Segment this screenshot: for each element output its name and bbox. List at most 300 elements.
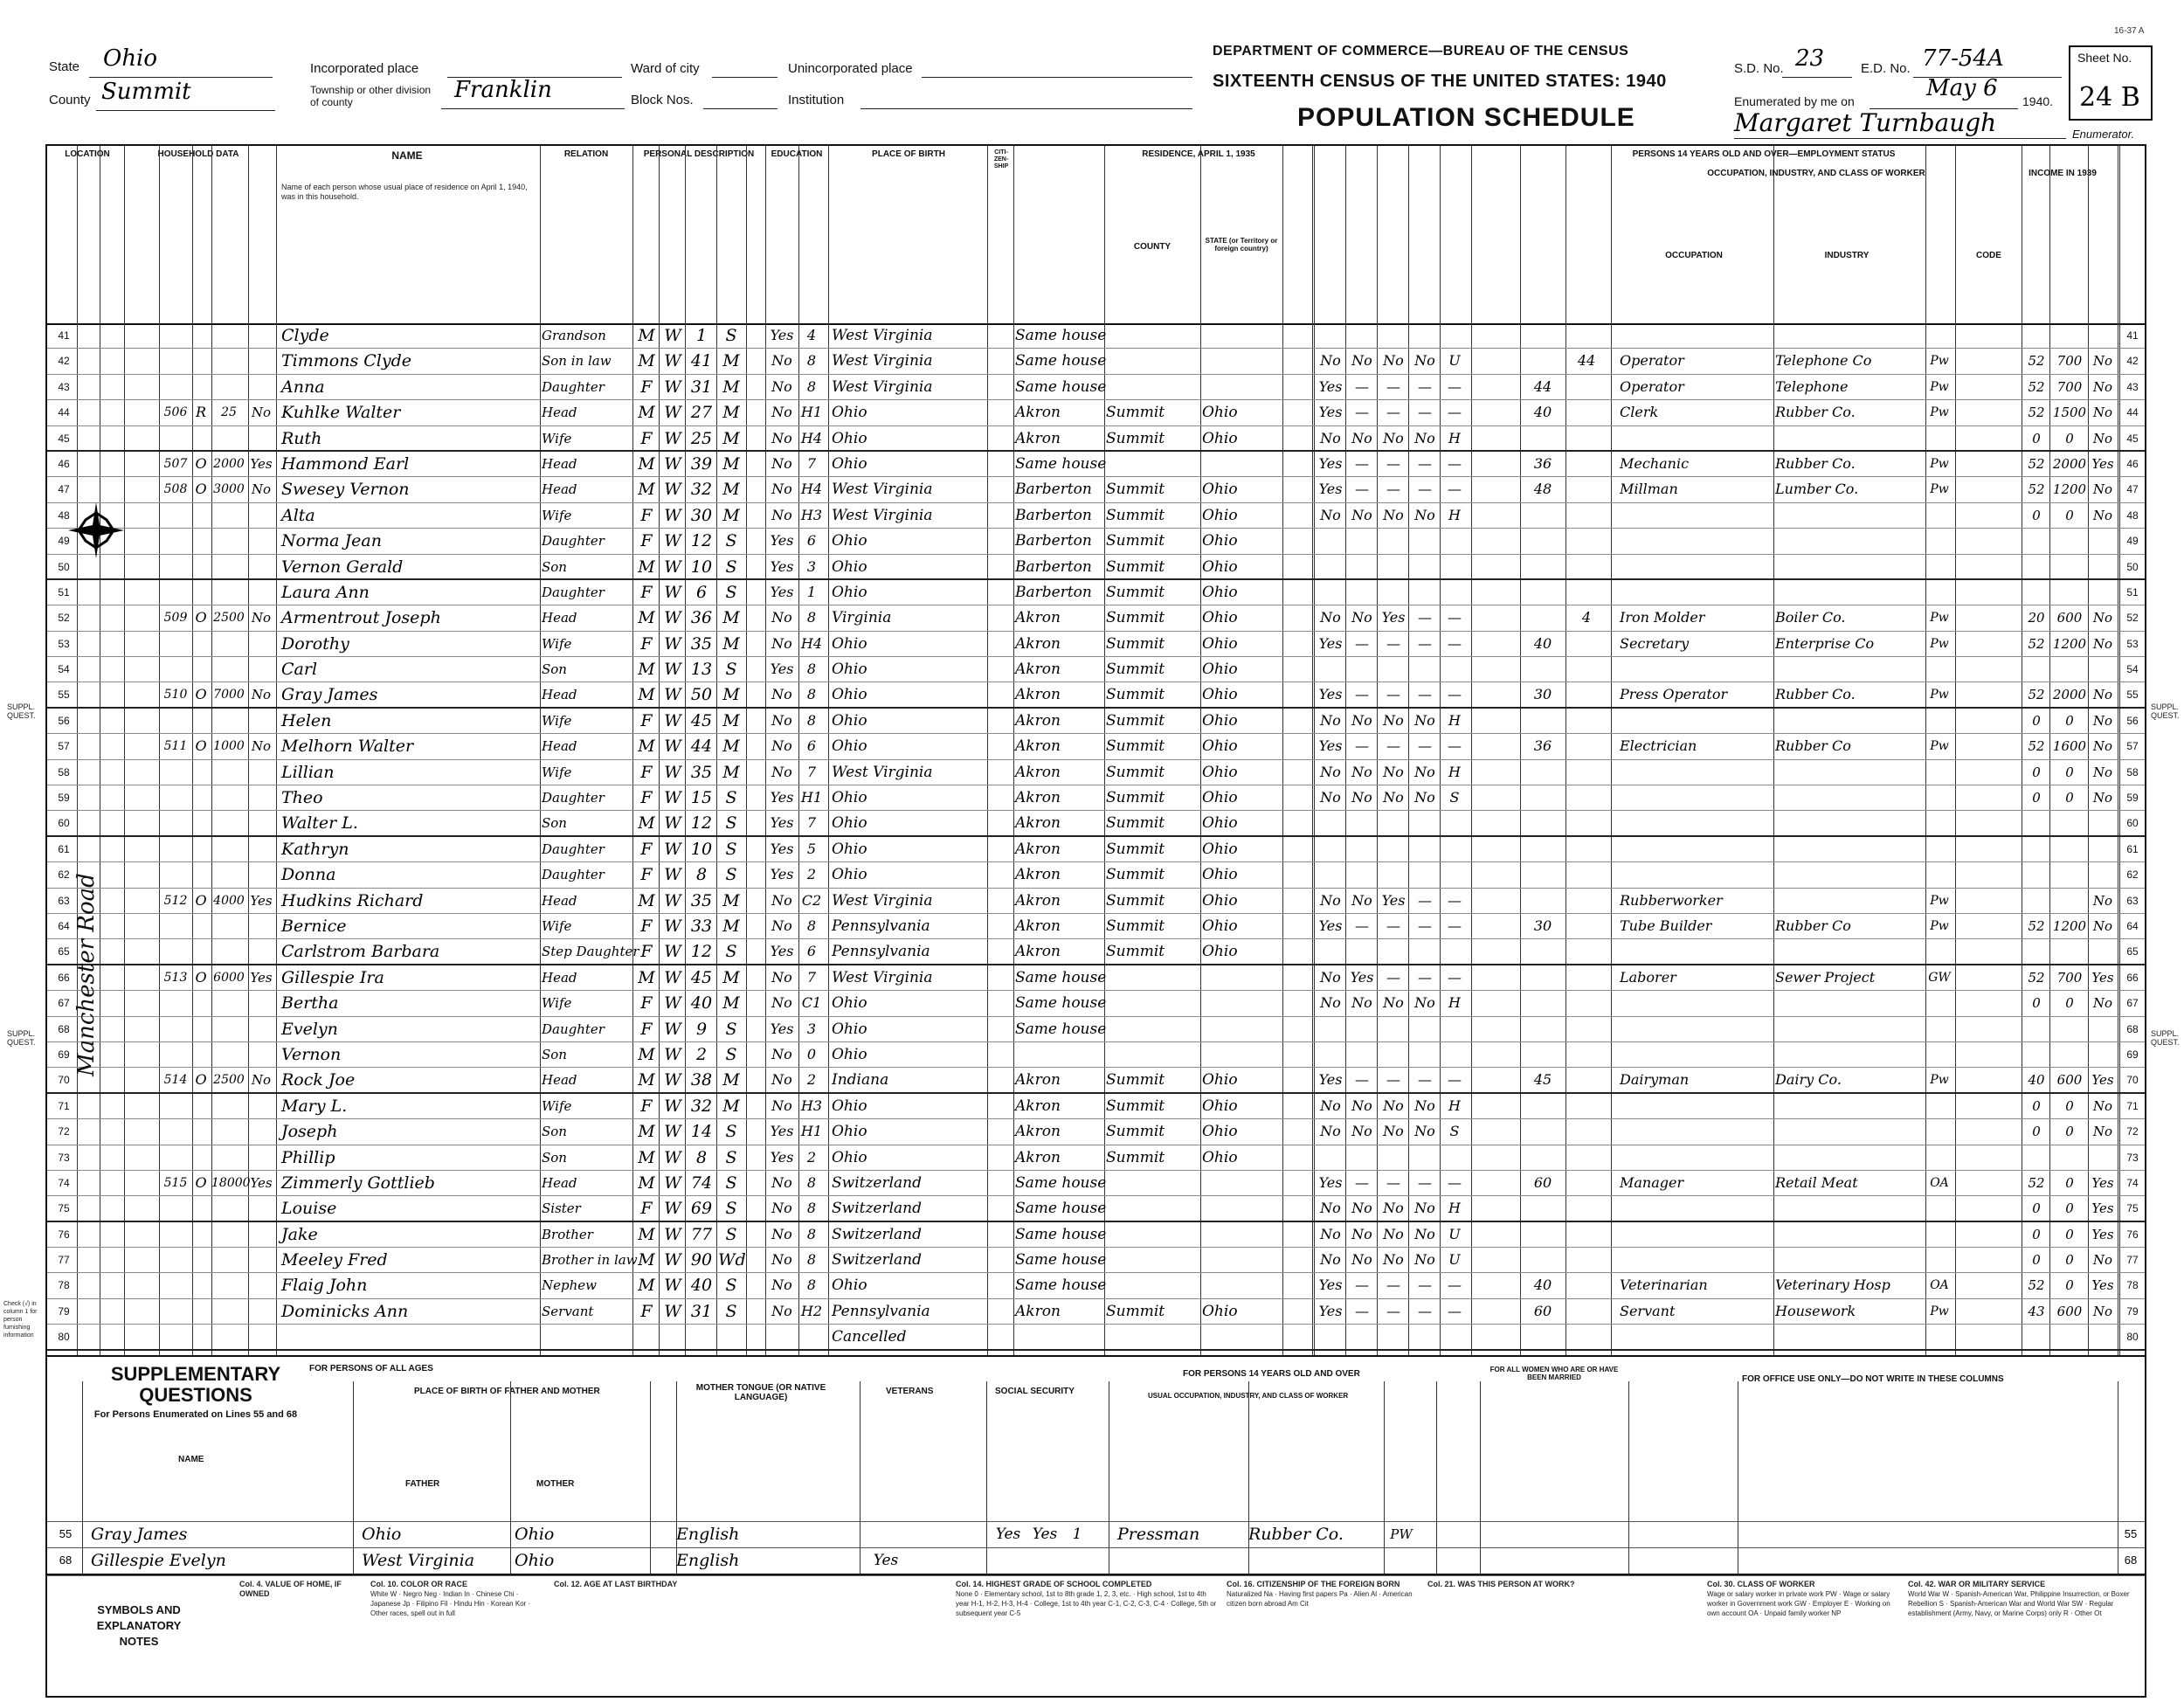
table-row (47, 580, 2145, 605)
supp-cell-line: 68 (59, 1553, 73, 1567)
cell-weeks (1567, 1017, 1606, 1041)
cell-res-city: Akron (1015, 711, 1061, 730)
cell-wages: 0 (2065, 764, 2074, 780)
cell-line: 68 (58, 1022, 70, 1035)
cell-tenure (192, 914, 210, 938)
cell-industry (1775, 503, 1924, 528)
cell-school: Yes (770, 943, 794, 960)
cell-res-state: Ohio (1202, 866, 1238, 884)
cell-marital: M (722, 967, 740, 987)
cell-e21: Yes (1318, 686, 1343, 703)
cell-line: 72 (58, 1125, 70, 1138)
cell-line: 59 (2126, 792, 2139, 805)
cell-e24: — (1418, 454, 1432, 472)
cell-wks-worked (2023, 837, 2049, 861)
cell-other: No (2092, 764, 2113, 780)
cell-hours (1524, 709, 1562, 733)
cell-e24 (1410, 1017, 1440, 1041)
cell-school: No (771, 429, 792, 446)
cell-birthplace: Pennsylvania (832, 943, 930, 961)
cell-hours (1524, 837, 1562, 861)
cell-hours (1524, 862, 1562, 887)
cell-e21 (1316, 1145, 1345, 1170)
check-note: Check (√) in column 1 for person furnishing information (3, 1301, 38, 1339)
cell-res-county: Summit (1106, 814, 1165, 833)
cell-industry: Telephone (1775, 377, 1849, 395)
cell-farm: Yes (250, 1174, 273, 1191)
cell-race: W (664, 557, 681, 577)
cell-e21: No (1320, 1200, 1341, 1217)
cell-weeks (1567, 657, 1606, 681)
cell-relation: Sister (542, 1200, 581, 1217)
cell-res-state: Ohio (1202, 686, 1238, 704)
cell-res-city (1015, 1325, 1102, 1349)
cell-birthplace: Pennsylvania (832, 1302, 930, 1320)
cell-farm (248, 1094, 274, 1118)
cell-birthplace: West Virginia (832, 481, 933, 499)
cell-occupation (1620, 426, 1773, 451)
cell-wks-worked: 52 (2028, 917, 2045, 934)
cell-name: Ruth (281, 428, 322, 448)
cell-e24: No (1414, 1097, 1435, 1114)
cell-tenure: O (195, 454, 207, 472)
incorporated-label: Incorporated place (310, 61, 419, 76)
supp-cell-ss1 (991, 1548, 1026, 1573)
cell-tenure (192, 529, 210, 553)
cell-e24: — (1418, 737, 1432, 755)
supp-col-usual-sub: USUAL OCCUPATION, INDUSTRY, AND CLASS OF WORKER (1148, 1392, 1349, 1400)
cell-e22: — (1355, 634, 1369, 652)
cell-age: 39 (690, 453, 713, 474)
cell-age: 50 (690, 685, 713, 705)
cell-wages: 1200 (2052, 917, 2087, 934)
cell-e21 (1316, 529, 1345, 553)
cell-res-county: Summit (1106, 1097, 1165, 1115)
cell-sex: M (638, 737, 655, 757)
cell-num (161, 785, 190, 810)
table-row (47, 375, 2145, 400)
cell-hours: 30 (1533, 917, 1552, 934)
cell-tenure (192, 760, 210, 785)
cell-wks-worked: 0 (2032, 995, 2041, 1012)
cell-industry (1775, 323, 1924, 348)
cell-birthplace: Ohio (832, 866, 867, 884)
cell-class: Pw (1930, 482, 1949, 497)
cell-weeks (1567, 529, 1606, 553)
county-value: Summit (101, 79, 191, 105)
cell-e23: No (1383, 994, 1404, 1012)
cell-school: Yes (770, 866, 794, 883)
table-row (47, 349, 2145, 374)
cell-occupation (1620, 1017, 1773, 1041)
table-row (47, 709, 2145, 734)
cell-hours (1524, 605, 1562, 630)
cell-wages: 1600 (2052, 738, 2087, 755)
cell-race: W (664, 505, 681, 525)
cell-num (161, 580, 190, 605)
cell-e24 (1410, 529, 1440, 553)
cell-school: No (771, 1071, 792, 1089)
cell-res-state (1202, 1042, 1281, 1067)
cell-class (1925, 1248, 1953, 1272)
cell-wages (2051, 1042, 2088, 1067)
table-row (47, 811, 2145, 836)
cell-hours (1524, 1196, 1562, 1221)
sd-value: 23 (1795, 45, 1825, 72)
cell-age: 8 (695, 1147, 708, 1167)
table-row (47, 889, 2145, 914)
note-col30 (1707, 1580, 1899, 1618)
supp-cell-vet (860, 1522, 912, 1546)
cell-wages: 0 (2065, 995, 2074, 1012)
cell-value (211, 1094, 246, 1118)
cell-res-state: Ohio (1202, 557, 1238, 576)
cell-relation: Step Daughter (542, 944, 639, 960)
cell-occupation: Operator (1620, 352, 1684, 370)
supp-cell-ss3: 1 (1072, 1526, 1082, 1543)
cell-tenure (192, 375, 210, 399)
cell-e24: — (1418, 1173, 1432, 1191)
cell-res-state: Ohio (1202, 532, 1238, 550)
cell-marital: S (725, 1301, 737, 1321)
cell-num (161, 375, 190, 399)
enumerated-label: Enumerated by me on (1734, 94, 1855, 108)
cell-hours (1524, 657, 1562, 681)
cell-e21: No (1320, 1097, 1341, 1114)
cell-sex: M (638, 557, 655, 577)
cell-e23 (1379, 657, 1408, 681)
table-row (47, 862, 2145, 888)
cell-e21 (1316, 1017, 1345, 1041)
cell-hours: 44 (1533, 377, 1552, 395)
note-class-codes: Wage or salary worker in private work PW · Wage or salary worker in Government work GW · Employer E · Working on own account OA · Unpaid family worker NP (1707, 1590, 1890, 1617)
cell-e25: H (1448, 506, 1461, 523)
cell-name: Rock Joe (281, 1070, 356, 1090)
cell-weeks (1567, 400, 1606, 425)
cell-relation: Son (542, 558, 567, 575)
census-title: SIXTEENTH CENSUS OF THE UNITED STATES: 1940 (1213, 72, 1667, 91)
header-code-sub: CODE (1976, 251, 2001, 260)
cell-wages: 600 (2056, 1072, 2083, 1089)
cell-hours: 45 (1533, 1071, 1552, 1089)
cell-wks-worked (2023, 529, 2049, 553)
cell-e22 (1347, 1325, 1377, 1349)
cell-class: Pw (1930, 456, 1949, 471)
cell-line: 51 (2126, 585, 2139, 598)
cell-wages (2051, 889, 2088, 913)
cell-res-state: Ohio (1202, 429, 1238, 447)
cell-num (161, 426, 190, 451)
cell-e24: — (1418, 686, 1432, 703)
cell-e24 (1410, 811, 1440, 835)
cell-other (2090, 939, 2116, 964)
cell-res-county: Summit (1106, 1123, 1165, 1141)
cell-res-state: Ohio (1202, 789, 1238, 807)
table-row (47, 1273, 2145, 1298)
cell-race: W (664, 685, 681, 705)
cell-hours (1524, 1248, 1562, 1272)
cell-relation: Daughter (542, 1021, 605, 1037)
cell-name: Norma Jean (281, 531, 382, 551)
cell-marital: M (722, 428, 740, 448)
cell-relation: Wife (542, 507, 572, 523)
cell-name: Armentrout Joseph (281, 608, 441, 628)
cell-e21: No (1320, 763, 1341, 780)
table-row (47, 657, 2145, 682)
cell-industry (1775, 555, 1924, 579)
cell-industry (1775, 1222, 1924, 1247)
cell-e25 (1441, 1017, 1468, 1041)
cell-industry (1775, 862, 1924, 887)
cell-birthplace: Ohio (832, 814, 867, 833)
cell-relation: Wife (542, 712, 572, 729)
cell-e24: — (1418, 404, 1432, 421)
cell-res-state: Ohio (1202, 840, 1238, 858)
cell-wks-worked: 52 (2028, 455, 2045, 472)
cell-school: Yes (770, 1123, 794, 1140)
cell-res-county (1106, 349, 1200, 373)
cell-grade: 7 (806, 968, 817, 986)
cell-hours: 60 (1533, 1302, 1552, 1319)
table-row (47, 1017, 2145, 1042)
cell-other: No (2092, 738, 2113, 755)
cell-marital: M (722, 505, 740, 525)
cell-e24 (1410, 837, 1440, 861)
supp-cell-usual-ind: Rubber Co. (1248, 1525, 1344, 1544)
cell-race: W (664, 865, 681, 885)
cell-marital: M (722, 1096, 740, 1116)
supp-cell-line: 55 (59, 1527, 73, 1540)
cell-farm: No (251, 610, 272, 626)
cell-sex: M (638, 1276, 655, 1296)
table-row (47, 991, 2145, 1016)
cell-age: 40 (690, 1276, 713, 1296)
cell-marital: M (722, 762, 740, 782)
cell-e21: No (1320, 711, 1341, 729)
cell-e25: — (1448, 454, 1462, 472)
cell-e24: No (1414, 763, 1435, 780)
note-war-codes: World War W · Spanish-American War, Philippine Insurrection, or Boxer Rebellion S · Spanish-American War and World War SW · Regular establishment (Army, Navy, or Marine Corps) only R · Other Ot (1908, 1590, 2130, 1617)
cell-sex: F (640, 916, 653, 936)
cell-wages: 0 (2065, 1124, 2074, 1140)
schedule-title: POPULATION SCHEDULE (1297, 103, 1635, 132)
cell-num (161, 657, 190, 681)
cell-school: No (771, 481, 792, 498)
cell-e25: — (1448, 686, 1462, 703)
cell-value: 2000 (213, 456, 245, 471)
cell-school: No (771, 994, 792, 1012)
cell-race: W (664, 1250, 681, 1270)
cell-res-city: Same house (1015, 352, 1107, 370)
cell-wks-worked (2023, 939, 2049, 964)
cell-hours (1524, 580, 1562, 605)
cell-wks-worked (2023, 657, 2049, 681)
cell-industry: Telephone Co (1775, 352, 1872, 370)
cell-relation: Daughter (542, 378, 605, 395)
cell-school: No (771, 1200, 792, 1217)
cell-industry: Enterprise Co (1775, 634, 1875, 652)
cell-school: No (771, 634, 792, 652)
cell-occupation: Operator (1620, 377, 1684, 395)
cell-occupation: Iron Molder (1620, 609, 1705, 626)
cell-res-county: Summit (1106, 1148, 1165, 1166)
cell-grade: C1 (801, 994, 822, 1012)
cell-res-city: Akron (1015, 737, 1061, 756)
cell-e23 (1379, 1145, 1408, 1170)
cell-wks-worked (2023, 580, 2049, 605)
cell-weeks (1567, 1325, 1606, 1349)
cell-e22: No (1351, 506, 1372, 523)
cell-relation: Head (542, 610, 577, 626)
supp-cell-usual-class: PW (1390, 1526, 1413, 1542)
cell-other (2090, 555, 2116, 579)
cell-occupation (1620, 1145, 1773, 1170)
cell-marital: M (722, 608, 740, 628)
cell-e25 (1441, 811, 1468, 835)
supp-cell-ss1: Yes (995, 1526, 1021, 1543)
cell-e24: — (1418, 1302, 1432, 1319)
institution-label: Institution (788, 93, 845, 107)
cell-industry: Rubber Co (1775, 737, 1851, 755)
header-personal: PERSONAL DESCRIPTION (643, 149, 755, 159)
header-residence: RESIDENCE, APRIL 1, 1935 (1142, 149, 1255, 159)
cell-line: 72 (2126, 1125, 2139, 1138)
cell-res-county (1106, 1196, 1200, 1221)
cell-occupation (1620, 555, 1773, 579)
sd-label: S.D. No. (1734, 61, 1784, 76)
cell-line: 53 (58, 637, 70, 650)
cell-wks-worked (2023, 1042, 2049, 1067)
cell-birthplace: West Virginia (832, 377, 933, 396)
cell-e23: — (1386, 686, 1400, 703)
cell-wks-worked: 0 (2032, 712, 2041, 729)
cell-relation: Nephew (542, 1277, 597, 1294)
supp-col-father: FATHER (405, 1479, 440, 1489)
cell-line: 70 (58, 1074, 70, 1087)
column-headers (47, 146, 2145, 325)
supp-cell-mother: Ohio (515, 1551, 555, 1570)
cell-line: 52 (58, 612, 70, 625)
note-col16-title: Col. 16. CITIZENSHIP OF THE FOREIGN BORN (1227, 1580, 1400, 1588)
cell-line: 65 (2126, 945, 2139, 958)
cell-age: 10 (690, 557, 713, 577)
cell-age: 38 (690, 1070, 713, 1090)
cell-farm (248, 914, 274, 938)
cell-birthplace: Virginia (832, 609, 892, 627)
cell-name: Dorothy (281, 633, 349, 654)
cell-sex: F (640, 633, 653, 654)
cell-e22 (1347, 657, 1377, 681)
county-label: County (49, 93, 91, 107)
cell-res-state (1202, 1248, 1281, 1272)
cell-school: No (771, 737, 792, 755)
cell-line: 56 (2126, 714, 2139, 727)
cell-race: W (664, 839, 681, 859)
cell-school: No (771, 1302, 792, 1319)
cell-weeks (1567, 1299, 1606, 1324)
cell-res-city: Akron (1015, 1148, 1061, 1166)
cell-occupation (1620, 657, 1773, 681)
cell-res-state: Ohio (1202, 737, 1238, 756)
cell-res-city: Akron (1015, 1123, 1061, 1141)
cell-value (211, 991, 246, 1015)
cell-grade: 5 (806, 840, 817, 857)
cell-res-county: Summit (1106, 557, 1165, 576)
cell-tenure: O (195, 1071, 207, 1089)
cell-line: 54 (2126, 663, 2139, 676)
cell-e22: — (1355, 454, 1369, 472)
cell-name: Jake (281, 1224, 318, 1244)
cell-value (211, 837, 246, 861)
cell-e23 (1379, 1042, 1408, 1067)
cell-race: W (664, 737, 681, 757)
cell-relation: Son (542, 1149, 567, 1166)
cell-e24: No (1414, 1225, 1435, 1242)
cell-res-state: Ohio (1202, 506, 1238, 524)
cell-race: W (664, 1147, 681, 1167)
cell-birthplace: Ohio (832, 686, 867, 704)
cell-name: Vernon Gerald (281, 557, 404, 577)
cell-wages (2051, 837, 2088, 861)
cell-e24 (1410, 657, 1440, 681)
cell-name: Timmons Clyde (281, 351, 412, 371)
cell-class (1925, 1222, 1953, 1247)
cell-other: No (2092, 995, 2113, 1012)
cell-marital: S (725, 531, 737, 551)
cell-birthplace: West Virginia (832, 327, 933, 344)
cell-e21 (1316, 657, 1345, 681)
table-row (47, 1094, 2145, 1119)
cell-farm (248, 323, 274, 348)
cell-birthplace: Ohio (832, 429, 867, 447)
cell-wages (2051, 555, 2088, 579)
cell-class (1925, 503, 1953, 528)
cell-e22 (1347, 323, 1377, 348)
table-row (47, 734, 2145, 759)
cell-class: Pw (1930, 688, 1949, 702)
cell-weeks (1567, 991, 1606, 1015)
cell-birthplace: Ohio (832, 532, 867, 550)
supp-cell-vet: Yes (873, 1552, 899, 1569)
cell-age: 44 (690, 737, 713, 757)
cell-e22: Yes (1350, 968, 1374, 986)
cell-num (161, 1145, 190, 1170)
cell-line: 73 (58, 1151, 70, 1164)
cell-occupation (1620, 811, 1773, 835)
cell-race: W (664, 377, 681, 397)
cell-wks-worked: 52 (2028, 687, 2045, 703)
cell-school: No (771, 377, 792, 395)
table-row (47, 503, 2145, 529)
cell-industry (1775, 426, 1924, 451)
cell-e24 (1410, 939, 1440, 964)
cell-class (1925, 811, 1953, 835)
cell-e25: U (1448, 352, 1461, 370)
schedule-header (0, 0, 2184, 140)
cell-class: GW (1928, 970, 1951, 985)
cell-sex: M (638, 685, 655, 705)
cell-birthplace: Cancelled (832, 1328, 907, 1346)
cell-class: Pw (1930, 636, 1949, 651)
cell-tenure (192, 1145, 210, 1170)
cell-relation: Wife (542, 917, 572, 934)
cell-farm: No (251, 687, 272, 703)
cell-e25: — (1448, 377, 1462, 395)
cell-industry (1775, 837, 1924, 861)
cell-res-state: Ohio (1202, 1071, 1238, 1090)
cell-farm (248, 503, 274, 528)
cell-sex: M (638, 1147, 655, 1167)
